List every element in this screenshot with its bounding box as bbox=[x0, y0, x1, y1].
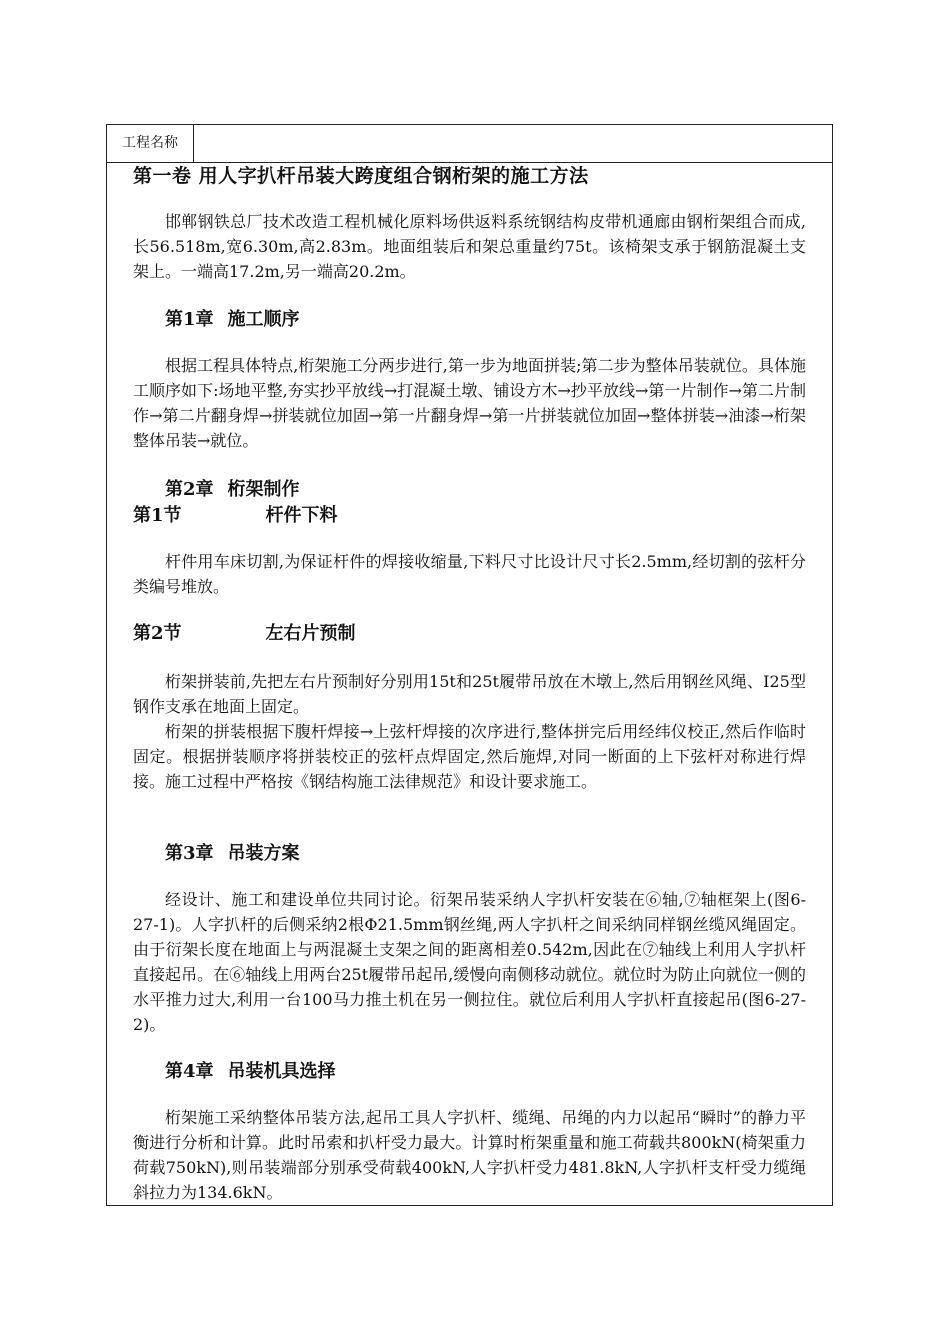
chapter-2-title: 桁架制作 bbox=[227, 479, 300, 500]
chapter-4-heading bbox=[165, 1059, 336, 1085]
chapter-3-heading bbox=[165, 841, 300, 867]
chapter-2-number: 第2章 bbox=[165, 479, 214, 500]
section-2-heading bbox=[133, 621, 356, 647]
chapter-1-heading bbox=[165, 307, 300, 333]
volume-title: 第一卷 用人字扒杆吊装大跨度组合钢桁架的施工方法 bbox=[133, 165, 589, 187]
chapter-3-body: 经设计、施工和建设单位共同讨论。衍架吊装采纳人字扒杆安装在⑥轴,⑦轴框架上(图6-27-1)。人字扒杆的后侧采纳2根Φ21.5mm钢丝绳,两人字扒杆之间采纳同样钢丝缆风绳固定。由于衍架长度在地面上与两混凝土支架之间的距离相差0.542m,因此在⑦轴线上利用人字扒杆直接起吊。在⑥轴线上用两台25t履带吊起吊,缓慢向南侧移动就位。就位时为防止向就位一侧的水平推力过大,利用一台100马力推土机在另一侧拉住。就位后利用人字扒杆直接起吊(图6-27-2)。 bbox=[133, 890, 806, 1034]
document-frame bbox=[106, 124, 833, 1206]
chapter-3-title: 吊装方案 bbox=[227, 843, 300, 864]
section-1-body: 杆件用车床切割,为保证杆件的焊接收缩量,下料尺寸比设计尺寸长2.5mm,经切割的弦杆分类编号堆放。 bbox=[133, 552, 806, 596]
section-2-number: 第2节 bbox=[133, 623, 182, 644]
chapter-4-body: 桁架施工采纳整体吊装方法,起吊工具人字扒杆、缆绳、吊绳的内力以起吊“瞬时”的静力平衡进行分析和计算。此时吊索和扒杆受力最大。计算时桁架重量和施工荷载共800kN(椅架重力荷载750kN),则吊装端部分别承受荷载400kN,人字扒杆受力481.8kN,人字扒杆支杆受力缆绳斜拉力为134.6kN。 bbox=[133, 1108, 806, 1202]
chapter-1-body: 根据工程具体特点,桁架施工分两步进行,第一步为地面拼装;第二步为整体吊装就位。具体施工顺序如下:场地平整,夯实抄平放线→打混凝土墩、铺设方木→抄平放线→第一片制作→第二片制作→第二片翻身焊→拼装就位加固→第一片翻身焊→第一片拼装就位加固→整体拼装→油漆→桁架整体吊装→就位。 bbox=[133, 356, 806, 450]
chapter-4-number: 第4章 bbox=[165, 1061, 214, 1082]
header-row bbox=[107, 125, 832, 163]
chapter-1-title: 施工顺序 bbox=[227, 309, 300, 330]
section-2-body-1: 桁架拼装前,先把左右片预制好分别用15t和25t履带吊放在木墩上,然后用钢丝风绳、I25型钢作支承在地面上固定。 bbox=[133, 672, 806, 716]
chapter-1-number: 第1章 bbox=[165, 309, 214, 330]
project-name-value bbox=[195, 125, 832, 162]
section-1-number: 第1节 bbox=[133, 505, 182, 526]
chapter-4-title: 吊装机具选择 bbox=[227, 1061, 336, 1082]
section-2-title: 左右片预制 bbox=[265, 623, 356, 644]
section-1-heading bbox=[133, 503, 338, 529]
section-1-title: 杆件下料 bbox=[265, 505, 338, 526]
chapter-3-number: 第3章 bbox=[165, 843, 214, 864]
chapter-2-heading bbox=[165, 477, 300, 503]
project-name-label: 工程名称 bbox=[107, 125, 194, 162]
section-2-body-2: 桁架的拼装根据下腹杆焊接→上弦杆焊接的次序进行,整体拼完后用经纬仪校正,然后作临时固定。根据拼装顺序将拼装校正的弦杆点焊固定,然后施焊,对同一断面的上下弦杆对称进行焊接。施工过程中严格按《钢结构施工法律规范》和设计要求施工。 bbox=[133, 722, 806, 791]
intro-paragraph: 邯郸钢铁总厂技术改造工程机械化原料场供返料系统钢结构皮带机通廊由钢桁架组合而成,长56.518m,宽6.30m,高2.83m。地面组装后和架总重量约75t。该椅架支承于钢筋混凝土支架上。一端高17.2m,另一端高20.2m。 bbox=[133, 212, 806, 281]
